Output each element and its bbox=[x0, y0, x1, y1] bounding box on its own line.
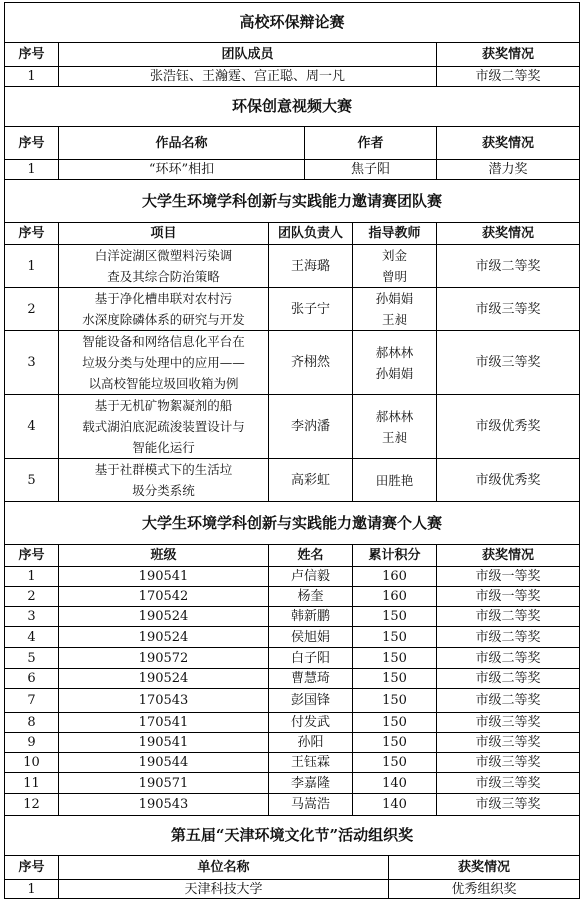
row-number: 12 bbox=[5, 794, 59, 816]
student-name: 卢信毅 bbox=[269, 567, 353, 587]
score: 150 bbox=[353, 648, 437, 669]
award: 市级一等奖 bbox=[437, 567, 580, 587]
class-id: 190524 bbox=[59, 607, 269, 627]
class-id: 190541 bbox=[59, 567, 269, 587]
row-number: 4 bbox=[5, 395, 59, 459]
award: 市级二等奖 bbox=[437, 669, 580, 689]
score: 150 bbox=[353, 669, 437, 689]
row-number: 10 bbox=[5, 753, 59, 773]
student-name: 白子阳 bbox=[269, 648, 353, 669]
project-name: 基于社群模式下的生活垃 圾分类系统 bbox=[59, 459, 269, 502]
header-cell: 获奖情况 bbox=[437, 43, 580, 67]
student-name: 彭国锋 bbox=[269, 689, 353, 713]
award: 市级二等奖 bbox=[437, 627, 580, 648]
header-row bbox=[5, 545, 580, 567]
header-cell: 获奖情况 bbox=[437, 127, 580, 160]
class-id: 190524 bbox=[59, 627, 269, 648]
table-row bbox=[5, 587, 580, 607]
class-id: 190543 bbox=[59, 794, 269, 816]
table-row bbox=[5, 713, 580, 733]
score: 140 bbox=[353, 794, 437, 816]
award: 市级优秀奖 bbox=[437, 459, 580, 502]
team-leader: 齐栩然 bbox=[269, 331, 353, 395]
header-cell: 团队成员 bbox=[59, 43, 437, 67]
award: 市级三等奖 bbox=[437, 713, 580, 733]
class-id: 190571 bbox=[59, 773, 269, 794]
student-name: 马嵩浩 bbox=[269, 794, 353, 816]
table-row bbox=[5, 627, 580, 648]
award: 市级三等奖 bbox=[437, 773, 580, 794]
project-name: 基于净化槽串联对农村污 水深度除磷体系的研究与开发 bbox=[59, 288, 269, 331]
section-title: 第五届“天津环境文化节”活动组织奖 bbox=[5, 816, 580, 856]
table-row bbox=[5, 567, 580, 587]
score: 150 bbox=[353, 733, 437, 753]
row-number: 2 bbox=[5, 288, 59, 331]
score: 160 bbox=[353, 567, 437, 587]
row-number: 1 bbox=[5, 567, 59, 587]
student-name: 杨奎 bbox=[269, 587, 353, 607]
header-cell: 项目 bbox=[59, 223, 269, 245]
award: 市级二等奖 bbox=[437, 648, 580, 669]
class-id: 190541 bbox=[59, 733, 269, 753]
table-row bbox=[5, 733, 580, 753]
header-cell: 获奖情况 bbox=[437, 545, 580, 567]
work-title: “环环”相扣 bbox=[59, 160, 305, 180]
score: 150 bbox=[353, 627, 437, 648]
award: 市级三等奖 bbox=[437, 733, 580, 753]
team-leader: 王海璐 bbox=[269, 245, 353, 288]
row-number: 11 bbox=[5, 773, 59, 794]
row-number: 1 bbox=[5, 160, 59, 180]
award: 市级一等奖 bbox=[437, 587, 580, 607]
table-row bbox=[5, 773, 580, 794]
award: 市级二等奖 bbox=[437, 67, 580, 87]
student-name: 李嘉隆 bbox=[269, 773, 353, 794]
student-name: 孙阳 bbox=[269, 733, 353, 753]
section-title: 大学生环境学科创新与实践能力邀请赛团队赛 bbox=[5, 180, 580, 223]
row-number: 1 bbox=[5, 880, 59, 899]
student-name: 韩新鹏 bbox=[269, 607, 353, 627]
section-title-row bbox=[5, 3, 580, 43]
row-number: 1 bbox=[5, 67, 59, 87]
table-row bbox=[5, 689, 580, 713]
organization-name: 天津科技大学 bbox=[59, 880, 389, 899]
score: 150 bbox=[353, 607, 437, 627]
header-cell: 序号 bbox=[5, 223, 59, 245]
table-row bbox=[5, 880, 580, 899]
section-title-row bbox=[5, 816, 580, 856]
section-title-row bbox=[5, 502, 580, 545]
score: 150 bbox=[353, 689, 437, 713]
award: 市级三等奖 bbox=[437, 331, 580, 395]
row-number: 5 bbox=[5, 648, 59, 669]
table-row bbox=[5, 288, 580, 331]
award: 市级三等奖 bbox=[437, 794, 580, 816]
row-number: 3 bbox=[5, 331, 59, 395]
section-title: 环保创意视频大赛 bbox=[5, 87, 580, 127]
row-number: 8 bbox=[5, 713, 59, 733]
section-title-row bbox=[5, 180, 580, 223]
score: 160 bbox=[353, 587, 437, 607]
award: 市级优秀奖 bbox=[437, 395, 580, 459]
advisors: 孙娟娟 王昶 bbox=[353, 288, 437, 331]
header-row bbox=[5, 223, 580, 245]
table-row bbox=[5, 669, 580, 689]
class-id: 170542 bbox=[59, 587, 269, 607]
table-row bbox=[5, 395, 580, 459]
header-cell: 序号 bbox=[5, 43, 59, 67]
team-leader: 张子宁 bbox=[269, 288, 353, 331]
award: 市级二等奖 bbox=[437, 245, 580, 288]
project-name: 基于无机矿物絮凝剂的船 载式湖泊底泥疏浚装置设计与 智能化运行 bbox=[59, 395, 269, 459]
project-name: 白洋淀湖区微塑料污染调 查及其综合防治策略 bbox=[59, 245, 269, 288]
student-name: 付发武 bbox=[269, 713, 353, 733]
team-leader: 高彩虹 bbox=[269, 459, 353, 502]
table-row bbox=[5, 331, 580, 395]
student-name: 曹慧琦 bbox=[269, 669, 353, 689]
header-row bbox=[5, 856, 580, 880]
team-members: 张浩钰、王瀚霆、宫正聪、周一凡 bbox=[59, 67, 437, 87]
section-title: 大学生环境学科创新与实践能力邀请赛个人赛 bbox=[5, 502, 580, 545]
header-cell: 累计积分 bbox=[353, 545, 437, 567]
row-number: 3 bbox=[5, 607, 59, 627]
row-number: 9 bbox=[5, 733, 59, 753]
row-number: 4 bbox=[5, 627, 59, 648]
header-cell: 作品名称 bbox=[59, 127, 305, 160]
header-cell: 团队负责人 bbox=[269, 223, 353, 245]
class-id: 190572 bbox=[59, 648, 269, 669]
class-id: 190544 bbox=[59, 753, 269, 773]
row-number: 7 bbox=[5, 689, 59, 713]
class-id: 170543 bbox=[59, 689, 269, 713]
class-id: 190524 bbox=[59, 669, 269, 689]
award: 市级二等奖 bbox=[437, 689, 580, 713]
score: 140 bbox=[353, 773, 437, 794]
award: 市级三等奖 bbox=[437, 288, 580, 331]
award: 潜力奖 bbox=[437, 160, 580, 180]
table-row bbox=[5, 607, 580, 627]
header-cell: 班级 bbox=[59, 545, 269, 567]
score: 150 bbox=[353, 713, 437, 733]
award: 市级三等奖 bbox=[437, 753, 580, 773]
awards-table bbox=[4, 2, 580, 899]
header-cell: 单位名称 bbox=[59, 856, 389, 880]
score: 150 bbox=[353, 753, 437, 773]
row-number: 2 bbox=[5, 587, 59, 607]
header-cell: 序号 bbox=[5, 856, 59, 880]
advisors: 郝林林 王昶 bbox=[353, 395, 437, 459]
header-cell: 指导教师 bbox=[353, 223, 437, 245]
header-cell: 获奖情况 bbox=[437, 223, 580, 245]
table-row bbox=[5, 753, 580, 773]
award: 优秀组织奖 bbox=[389, 880, 580, 899]
table-row bbox=[5, 794, 580, 816]
row-number: 1 bbox=[5, 245, 59, 288]
table-row bbox=[5, 160, 580, 180]
table-row bbox=[5, 648, 580, 669]
student-name: 侯旭娟 bbox=[269, 627, 353, 648]
team-leader: 李汭潘 bbox=[269, 395, 353, 459]
award: 市级二等奖 bbox=[437, 607, 580, 627]
section-title-row bbox=[5, 87, 580, 127]
header-cell: 作者 bbox=[305, 127, 437, 160]
header-cell: 姓名 bbox=[269, 545, 353, 567]
table-row bbox=[5, 459, 580, 502]
header-row bbox=[5, 127, 580, 160]
author: 焦子阳 bbox=[305, 160, 437, 180]
advisors: 刘金 曾明 bbox=[353, 245, 437, 288]
student-name: 王钰霖 bbox=[269, 753, 353, 773]
header-cell: 序号 bbox=[5, 545, 59, 567]
advisors: 郝林林 孙娟娟 bbox=[353, 331, 437, 395]
section-title: 高校环保辩论赛 bbox=[5, 3, 580, 43]
row-number: 6 bbox=[5, 669, 59, 689]
advisors: 田胜艳 bbox=[353, 459, 437, 502]
row-number: 5 bbox=[5, 459, 59, 502]
header-cell: 序号 bbox=[5, 127, 59, 160]
project-name: 智能设备和网络信息化平台在 垃圾分类与处理中的应用—— 以高校智能垃圾回收箱为例 bbox=[59, 331, 269, 395]
header-cell: 获奖情况 bbox=[389, 856, 580, 880]
table-row bbox=[5, 67, 580, 87]
class-id: 170541 bbox=[59, 713, 269, 733]
table-row bbox=[5, 245, 580, 288]
header-row bbox=[5, 43, 580, 67]
